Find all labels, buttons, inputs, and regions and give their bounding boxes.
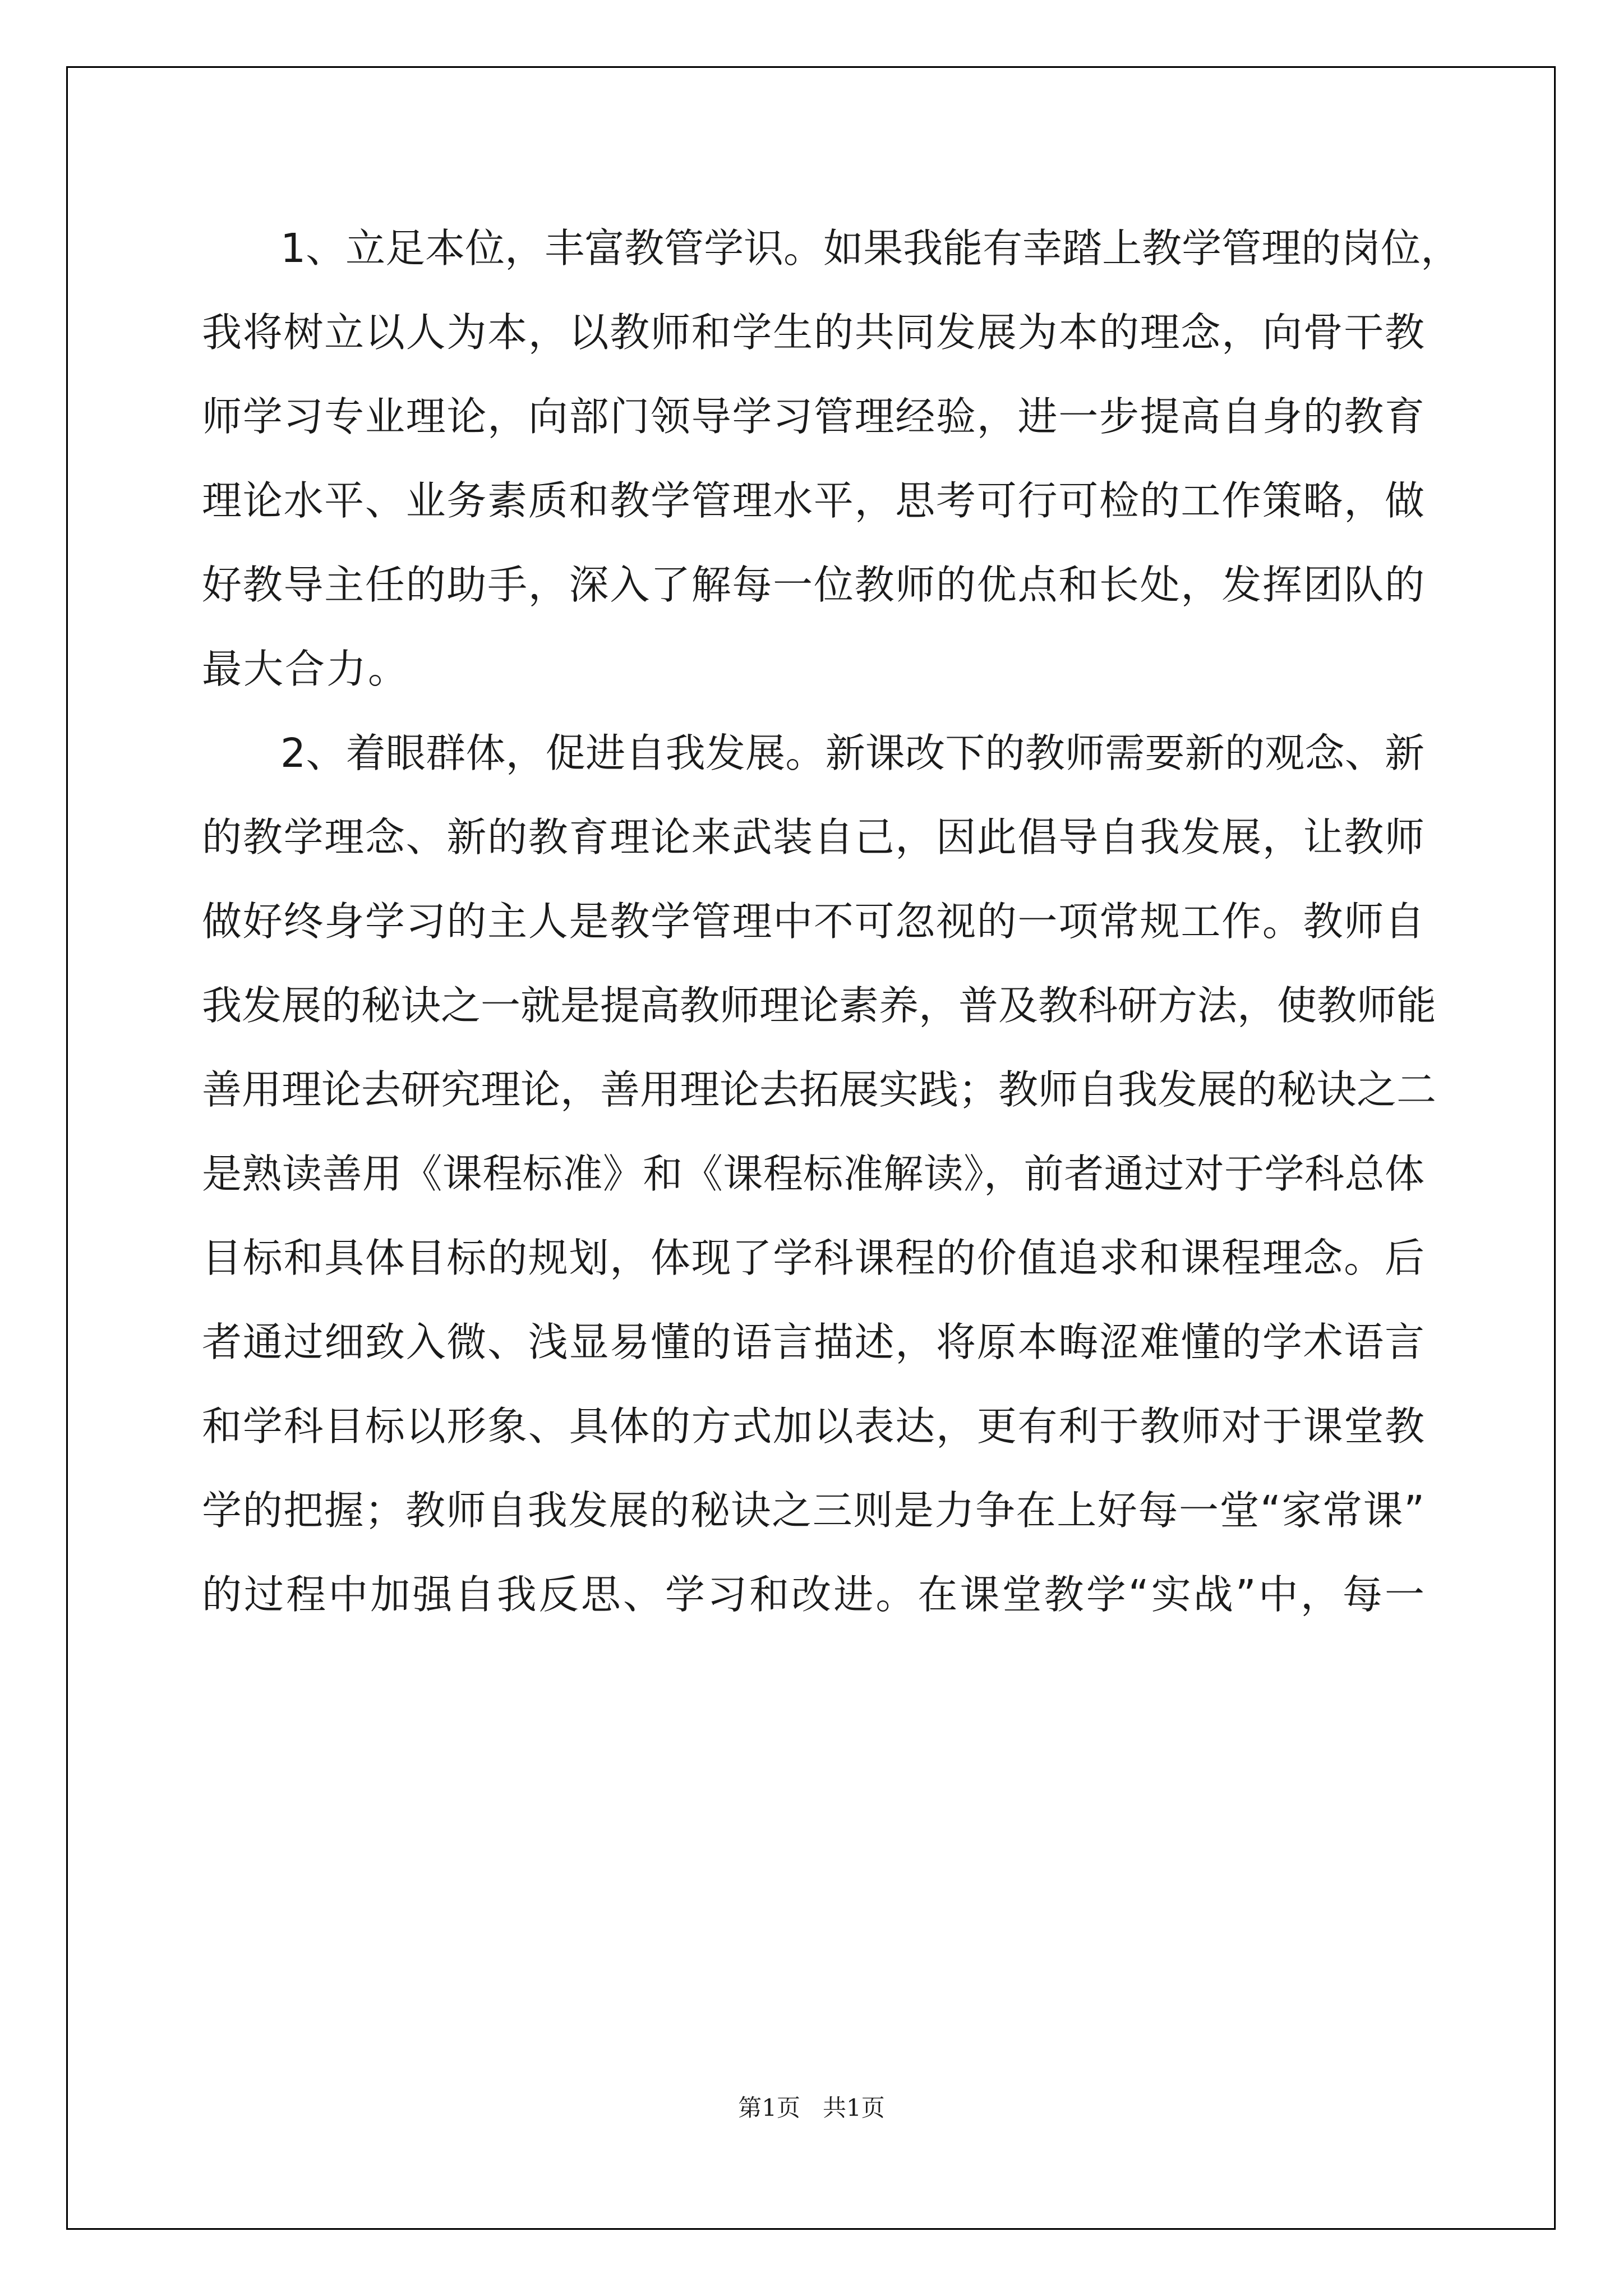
paragraph-2-line-3: 做好终身学习的主人是教学管理中不可忽视的一项常规工作。教师自: [202, 898, 1424, 945]
paragraph-1-line-2: 我将树立以人为本，以教师和学生的共同发展为本的理念，向骨干教: [202, 309, 1424, 356]
paragraph-1-line-3: 师学习专业理论，向部门领导学习管理经验，进一步提高自身的教育: [202, 393, 1424, 440]
page-footer: 第1页 共1页: [738, 2094, 885, 2122]
paragraph-1-line-6: 最大合力。: [202, 646, 410, 692]
paragraph-2-line-8: 者通过细致入微、浅显易懂的语言描述，将原本晦涩难懂的学术语言: [202, 1319, 1424, 1365]
paragraph-2-line-10: 学的把握；教师自我发展的秘诀之三则是力争在上好每一堂“家常课”: [202, 1487, 1424, 1534]
paragraph-2-line-6: 是熟读善用《课程标准》和《课程标准解读》，前者通过对于学科总体: [202, 1151, 1424, 1197]
paragraph-1-line-5: 好教导主任的助手，深入了解每一位教师的优点和长处，发挥团队的: [202, 562, 1424, 608]
paragraph-1-line-4: 理论水平、业务素质和教学管理水平，思考可行可检的工作策略，做: [202, 477, 1424, 524]
paragraph-2-line-7: 目标和具体目标的规划，体现了学科课程的价值追求和课程理念。后: [202, 1235, 1424, 1281]
paragraph-2-line-9: 和学科目标以形象、具体的方式加以表达，更有利于教师对于课堂教: [202, 1403, 1424, 1450]
paragraph-1-line-1: 1、立足本位，丰富教管学识。如果我能有幸踏上教学管理的岗位，: [280, 225, 1461, 272]
paragraph-2-line-2: 的教学理念、新的教育理论来武装自己，因此倡导自我发展，让教师: [202, 814, 1424, 861]
paragraph-2-line-4: 我发展的秘诀之一就是提高教师理论素养，普及教科研方法，使教师能: [202, 982, 1437, 1029]
paragraph-2-line-11: 的过程中加强自我反思、学习和改进。在课堂教学“实战”中，每一: [202, 1571, 1424, 1618]
paragraph-2-line-5: 善用理论去研究理论，善用理论去拓展实践；教师自我发展的秘诀之二: [202, 1066, 1437, 1113]
paragraph-2-line-1: 2、着眼群体，促进自我发展。新课改下的教师需要新的观念、新: [280, 730, 1424, 776]
